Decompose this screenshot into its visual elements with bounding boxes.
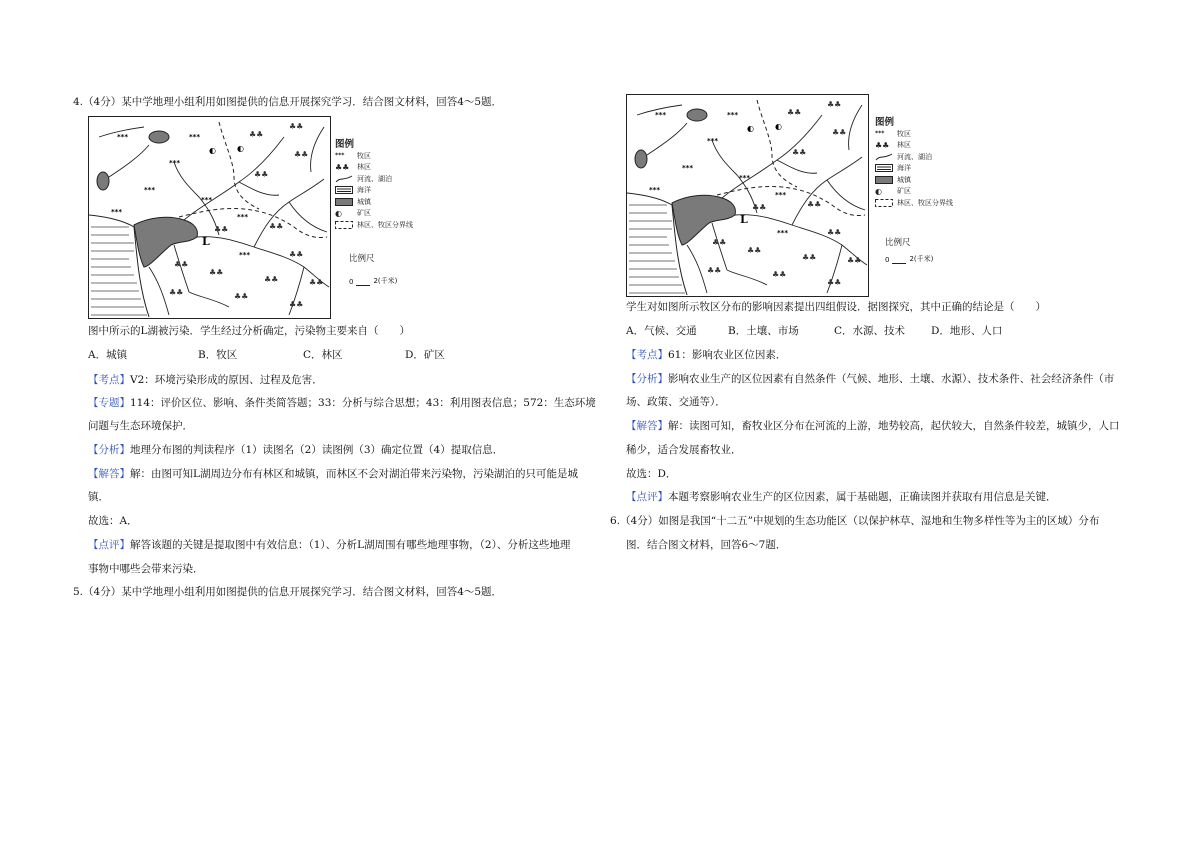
svg-text:***: *** bbox=[682, 164, 693, 172]
lake-label: L bbox=[740, 213, 748, 226]
q4-question: 图中所示的L湖被污染．学生经过分析确定，污染物主要来自（ ） bbox=[88, 325, 410, 337]
q5-dianping: 【点评】本题考察影响农业生产的区位因素，属于基础题，正确读图并获取有用信息是关键． bbox=[626, 491, 1057, 503]
q6-stem-cont: 图．结合图文材料，回答6～7题． bbox=[626, 539, 787, 551]
svg-text:♣♣: ♣♣ bbox=[254, 170, 269, 179]
svg-text:♣♣: ♣♣ bbox=[827, 278, 842, 287]
svg-text:♣♣: ♣♣ bbox=[269, 222, 284, 231]
map-legend-left bbox=[335, 136, 413, 231]
svg-text:***: *** bbox=[707, 137, 718, 145]
river-icon bbox=[335, 175, 353, 183]
map-figure-right bbox=[626, 94, 869, 297]
svg-text:***: *** bbox=[239, 251, 250, 259]
legend-item: 城镇 bbox=[875, 174, 953, 186]
boundary-icon bbox=[335, 221, 353, 229]
q4-kaodian: 【考点】V2：环境污染形成的原因、过程及危害． bbox=[88, 374, 323, 386]
map-scale-right: 比例尺 0 2(千米) bbox=[885, 238, 934, 264]
svg-text:♣♣: ♣♣ bbox=[847, 256, 862, 265]
svg-text:***: *** bbox=[775, 191, 786, 199]
legend-item: ◐ 矿区 bbox=[335, 209, 371, 219]
sea-icon bbox=[335, 186, 353, 194]
svg-text:***: *** bbox=[739, 174, 750, 182]
svg-text:***: *** bbox=[169, 159, 180, 167]
q6-stem: 6.（4分）如图是我国“十二五”中规划的生态功能区（以保护林草、湿地和生物多样性等为主的区域）分布 bbox=[610, 515, 1100, 527]
sea-icon bbox=[875, 164, 893, 172]
svg-text:♣♣: ♣♣ bbox=[309, 278, 324, 287]
river-icon bbox=[875, 153, 893, 161]
mine-icon: ◐ bbox=[775, 122, 782, 131]
town-icon bbox=[335, 198, 353, 206]
option-d: D．地形、人口 bbox=[931, 325, 1003, 337]
boundary-line bbox=[717, 187, 865, 216]
svg-text:♣♣: ♣♣ bbox=[807, 200, 822, 209]
q5-fenxi-cont: 场、政策、交通等）． bbox=[626, 396, 726, 408]
svg-text:***: *** bbox=[237, 213, 248, 221]
q4-answer: 故选：A． bbox=[88, 515, 138, 527]
q5-options bbox=[626, 324, 1002, 338]
legend-item: ♣♣ 林区 bbox=[335, 163, 371, 173]
svg-text:♣♣: ♣♣ bbox=[289, 122, 304, 131]
q4-dianping: 【点评】解答该题的关键是提取图中有效信息：（1）、分析L湖周围有哪些地理事物，（2）、分析这些地理 bbox=[88, 539, 571, 551]
q5-jieda-cont: 稀少，适合发展畜牧业． bbox=[626, 444, 742, 456]
legend-item: 海洋 bbox=[875, 163, 953, 175]
town-icon bbox=[687, 109, 707, 121]
svg-text:♣♣: ♣♣ bbox=[264, 275, 279, 284]
town-icon bbox=[97, 172, 109, 190]
svg-text:♣♣: ♣♣ bbox=[792, 148, 807, 157]
legend-item: 城镇 bbox=[335, 196, 413, 208]
q5-question: 学生对如图所示牧区分布的影响因素提出四组假设．据图探究，其中正确的结论是（ ） bbox=[626, 301, 1046, 313]
legend-item: ◐ 矿区 bbox=[875, 187, 911, 197]
lake-label: L bbox=[202, 235, 210, 248]
option-c: C．林区 bbox=[303, 349, 343, 361]
q4-zhuanti-cont: 问题与生态环境保护． bbox=[88, 420, 193, 432]
boundary-line bbox=[179, 209, 327, 238]
svg-text:***: *** bbox=[655, 111, 666, 119]
q5-jieda: 【解答】解：读图可知，畜牧业区分布在河流的上游，地势较高，起伏较大，自然条件较差，城镇少，人口 bbox=[626, 420, 1120, 432]
mine-icon: ◐ bbox=[209, 146, 216, 155]
q4-fenxi: 【分析】地理分布图的判读程序（1）读图名（2）读图例（3）确定位置（4）提取信息． bbox=[88, 444, 504, 456]
svg-text:***: *** bbox=[727, 111, 738, 119]
svg-text:♣♣: ♣♣ bbox=[787, 108, 802, 117]
legend-item: 林区、牧区分界线 bbox=[335, 219, 413, 231]
svg-text:♣♣: ♣♣ bbox=[707, 266, 722, 275]
svg-text:***: *** bbox=[117, 133, 128, 141]
map-scale-left: 比例尺 0 2(千米) bbox=[349, 254, 398, 286]
svg-text:♣♣: ♣♣ bbox=[234, 292, 249, 301]
option-b: B．土壤、市场 bbox=[728, 325, 799, 337]
scale-title: 比例尺 bbox=[885, 238, 911, 248]
town-icon bbox=[635, 150, 647, 168]
scale-title: 比例尺 bbox=[349, 254, 375, 264]
q4-dianping-cont: 事物中哪些会带来污染． bbox=[88, 563, 204, 575]
q4-jieda-cont: 镇． bbox=[88, 491, 109, 503]
svg-text:***: *** bbox=[189, 133, 200, 141]
svg-text:♣♣: ♣♣ bbox=[752, 203, 767, 212]
legend-title: 图例 bbox=[875, 117, 895, 128]
svg-text:♣♣: ♣♣ bbox=[289, 250, 304, 259]
option-d: D．矿区 bbox=[405, 349, 445, 361]
map-figure-left bbox=[88, 116, 331, 319]
option-a: A．城镇 bbox=[88, 349, 128, 361]
q4-options bbox=[88, 348, 445, 362]
legend-item: *** 牧区 bbox=[875, 129, 911, 138]
legend-item: 河流、湖泊 bbox=[335, 173, 413, 185]
q5-fenxi: 【分析】影响农业生产的区位因素有自然条件（气候、地形、土壤、水源）、技术条件、社会经济条件（市 bbox=[626, 373, 1115, 385]
q4-stem: 4.（4分）某中学地理小组利用如图提供的信息开展探究学习．结合图文材料，回答4～5题． bbox=[73, 96, 503, 108]
legend-item: ♣♣ 林区 bbox=[875, 141, 911, 151]
option-a: A．气候、交通 bbox=[626, 325, 697, 337]
svg-text:♣♣: ♣♣ bbox=[747, 246, 762, 255]
svg-text:♣♣: ♣♣ bbox=[772, 270, 787, 279]
svg-text:***: *** bbox=[777, 229, 788, 237]
svg-text:♣♣: ♣♣ bbox=[209, 268, 224, 277]
svg-text:♣♣: ♣♣ bbox=[294, 150, 309, 159]
legend-item: *** 牧区 bbox=[335, 151, 371, 160]
svg-text:♣♣: ♣♣ bbox=[169, 288, 184, 297]
legend-item: 林区、牧区分界线 bbox=[875, 197, 953, 209]
svg-text:***: *** bbox=[201, 196, 212, 204]
option-b: B．牧区 bbox=[198, 349, 238, 361]
svg-text:♣♣: ♣♣ bbox=[827, 228, 842, 237]
scale-bar bbox=[356, 279, 370, 286]
svg-text:♣♣: ♣♣ bbox=[249, 130, 264, 139]
svg-text:♣♣: ♣♣ bbox=[712, 238, 727, 247]
q4-jieda: 【解答】解：由图可知L湖周边分布有林区和城镇，而林区不会对湖泊带来污染物，污染湖泊的只可能是城 bbox=[88, 468, 578, 480]
svg-text:♣♣: ♣♣ bbox=[174, 260, 189, 269]
mine-icon: ◐ bbox=[747, 124, 754, 133]
svg-text:***: *** bbox=[144, 186, 155, 194]
svg-text:***: *** bbox=[111, 208, 122, 216]
q4-zhuanti: 【专题】114：评价区位、影响、条件类简答题；33：分析与综合思想；43：利用图表信息；572：生态环境 bbox=[88, 397, 596, 409]
legend-item: 河流、湖泊 bbox=[875, 151, 953, 163]
svg-text:♣♣: ♣♣ bbox=[802, 253, 817, 262]
svg-text:♣♣: ♣♣ bbox=[827, 100, 842, 109]
map-legend-right bbox=[875, 114, 953, 209]
svg-text:♣♣: ♣♣ bbox=[289, 300, 304, 309]
svg-text:♣♣: ♣♣ bbox=[832, 128, 847, 137]
legend-item: 海洋 bbox=[335, 185, 413, 197]
mine-icon: ◐ bbox=[237, 144, 244, 153]
town-icon bbox=[875, 176, 893, 184]
boundary-icon bbox=[875, 199, 893, 207]
svg-text:♣♣: ♣♣ bbox=[214, 225, 229, 234]
scale-bar bbox=[892, 257, 906, 264]
q5-answer: 故选：D． bbox=[626, 468, 677, 480]
q5-stem: 5.（4分）某中学地理小组利用如图提供的信息开展探究学习．结合图文材料，回答4～5题． bbox=[73, 586, 503, 598]
legend-title: 图例 bbox=[335, 139, 355, 150]
q5-kaodian: 【考点】61：影响农业区位因素． bbox=[626, 349, 787, 361]
town-icon bbox=[149, 131, 169, 143]
option-c: C．水源、技术 bbox=[834, 325, 906, 337]
svg-text:***: *** bbox=[649, 186, 660, 194]
